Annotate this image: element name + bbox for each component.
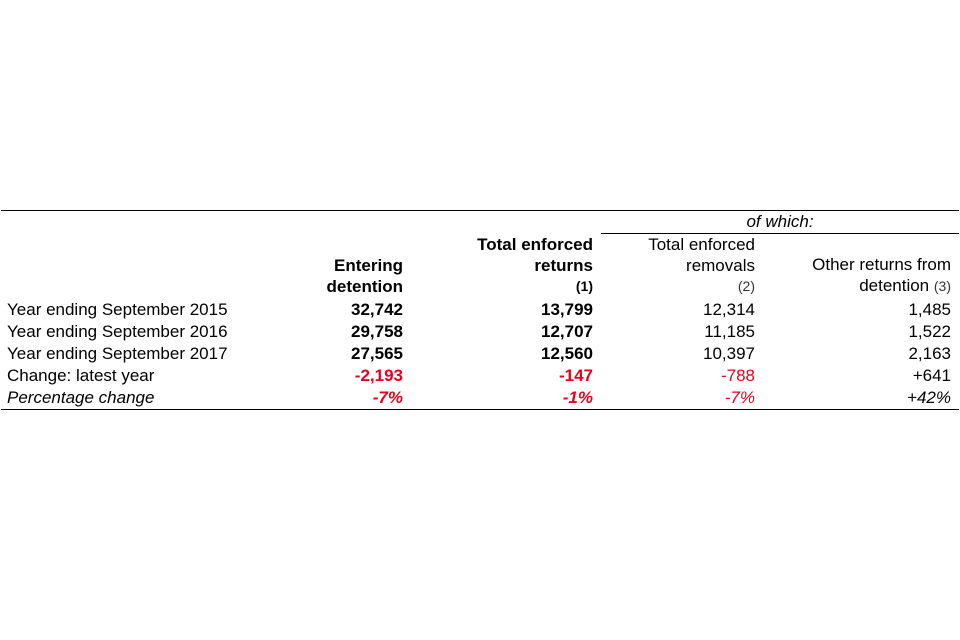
header-entering-line3: detention [326, 277, 403, 296]
header-label-spacer [1, 234, 266, 300]
table-row-change [1, 365, 959, 387]
header-other-note: (3) [933, 278, 951, 294]
row-label: Year ending September 2015 [7, 300, 228, 319]
cell-other: +42% [763, 387, 959, 410]
header-row-columns [1, 234, 959, 300]
cell-entering: -7% [266, 387, 411, 410]
table-row [1, 321, 959, 343]
header-other-line1: Other returns from [812, 255, 951, 274]
cell-total-returns: -1% [411, 387, 601, 410]
header-total-enforced-removals [601, 234, 763, 300]
cell-entering: 27,565 [351, 344, 403, 363]
cell-total-returns: 12,560 [541, 344, 593, 363]
row-label: Percentage change [1, 387, 266, 410]
data-table [1, 210, 959, 410]
header-other-returns [763, 234, 959, 300]
cell-entering: 32,742 [351, 300, 403, 319]
cell-other: 1,485 [908, 300, 951, 319]
header-removals-note: (2) [737, 278, 755, 294]
header-returns-line2: returns [534, 256, 593, 275]
header-removals-line1: Total enforced [648, 235, 755, 254]
cell-total-returns: -147 [558, 366, 593, 385]
header-spacer [411, 211, 601, 234]
cell-removals: -7% [601, 387, 763, 410]
cell-other: 2,163 [908, 344, 951, 363]
header-returns-note: (1) [575, 278, 593, 294]
header-entering-detention [266, 234, 411, 300]
header-entering-line2: Entering [334, 256, 403, 275]
header-returns-line1: Total enforced [477, 235, 593, 254]
header-spacer [1, 211, 266, 234]
cell-removals: 12,314 [703, 300, 755, 319]
table-row-percentage [1, 387, 959, 410]
cell-entering: -2,193 [354, 366, 403, 385]
cell-other: 1,522 [908, 322, 951, 341]
header-other-line2: detention [859, 276, 930, 295]
row-label: Change: latest year [7, 366, 155, 385]
cell-entering: 29,758 [351, 322, 403, 341]
cell-other: +641 [912, 366, 951, 385]
cell-total-returns: 12,707 [541, 322, 593, 341]
header-row-group [1, 211, 959, 234]
header-total-enforced-returns [411, 234, 601, 300]
row-label: Year ending September 2016 [7, 322, 228, 341]
cell-removals: 11,185 [704, 322, 755, 341]
detention-returns-table [1, 210, 959, 410]
row-label: Year ending September 2017 [7, 344, 228, 363]
table-row [1, 299, 959, 321]
cell-removals: 10,397 [703, 344, 755, 363]
header-removals-line2: removals [686, 256, 755, 275]
of-which-group-header: of which: [601, 211, 959, 234]
header-other-line2-wrap [769, 275, 951, 297]
cell-total-returns: 13,799 [541, 300, 593, 319]
header-spacer [266, 211, 411, 234]
table-row [1, 343, 959, 365]
cell-removals: -788 [720, 366, 755, 385]
